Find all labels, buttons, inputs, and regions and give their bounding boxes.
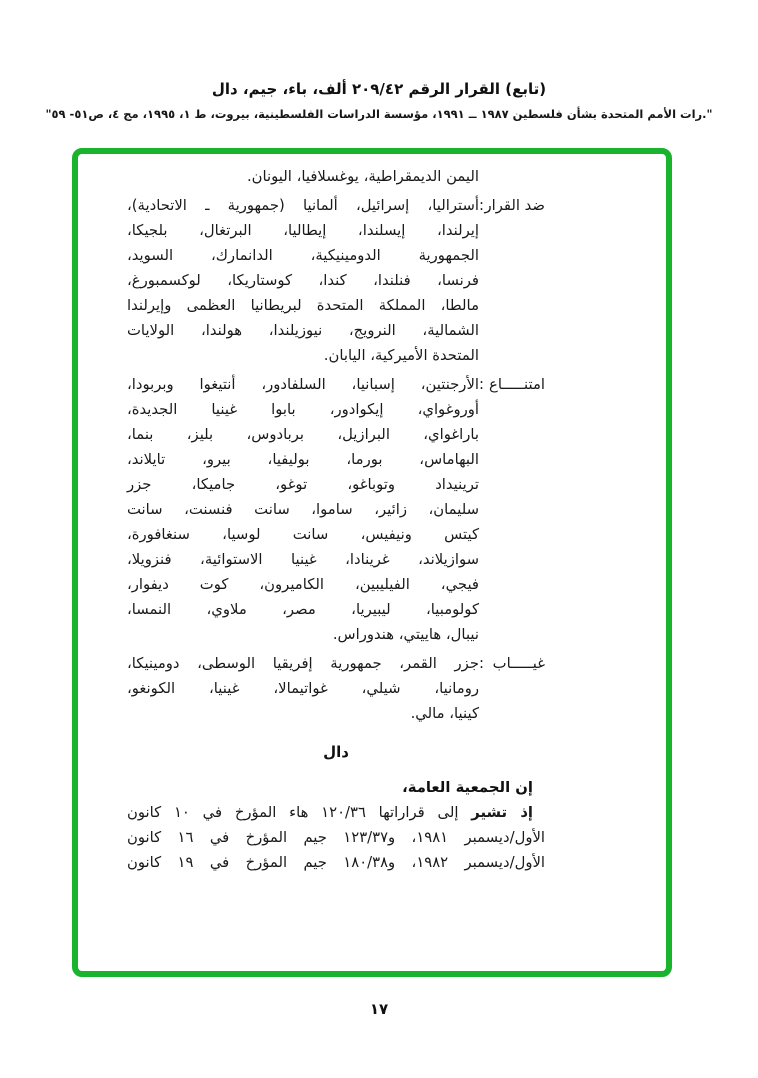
vote-entry-countries <box>127 651 479 726</box>
list-line: مالطا، المملكة المتحدة لبريطانيا العظمى وإيرلندا <box>127 297 479 314</box>
list-line: جزر القمر، جمهورية إفريقيا الوسطى، دومينيكا، <box>127 655 479 672</box>
list-line: سليمان، زائير، ساموا، سانت فنسنت، سانت <box>127 501 479 518</box>
list-line-last: نيبال، هاييتي، هندوراس. <box>332 626 479 643</box>
list-line: الأرجنتين، إسبانيا، السلفادور، أنتيغوا وبربودا، <box>127 376 479 393</box>
recalling-line: الأول/ديسمبر ١٩٨٢، و١٨٠/٣٨ جيم المؤرخ في ١٩ كانون <box>127 854 546 871</box>
list-line: أستراليا، إسرائيل، ألمانيا (جمهورية ـ الاتحادية)، <box>127 197 479 214</box>
vote-entry-countries <box>127 372 479 647</box>
vote-label-text: ضد القرار <box>484 197 545 214</box>
vote-label-text: غيـــــاب <box>492 655 545 672</box>
page-title: (تابع) القرار الرقم ٢٠٩/٤٢ ألف، باء، جيم، دال <box>211 80 547 98</box>
vote-list-continuation-line: اليمن الديمقراطية، يوغسلافيا، اليونان. <box>246 168 479 185</box>
vote-label-text: امتنـــــاع <box>489 376 545 393</box>
recalling-bold-phrase: إذ تشير <box>471 804 533 821</box>
vote-entry-countries <box>127 193 479 368</box>
vote-label-colon: : <box>479 197 484 214</box>
list-line: كولومبيا، ليبيريا، مصر، ملاوي، النمسا، <box>127 601 479 618</box>
resolution-text-block <box>127 164 545 875</box>
list-line: البهاماس، بورما، بوليفيا، بيرو، تايلاند، <box>127 451 479 468</box>
list-line-last: كينيا، مالي. <box>410 705 479 722</box>
list-line: رومانيا، شيلي، غواتيمالا، غينيا، الكونغو، <box>127 680 479 697</box>
vote-entry-label <box>479 193 545 218</box>
vote-entry-label <box>479 372 545 397</box>
list-line: فيجي، الفيليبين، الكاميرون، كوت ديفوار، <box>127 576 479 593</box>
vote-entry-absent <box>127 651 545 726</box>
list-line: كيتس ونيفيس، سانت لوسيا، سنغافورة، <box>127 526 479 543</box>
recalling-line-rest: إلى قراراتها ١٢٠/٣٦ هاء المؤرخ في ١٠ كانون <box>127 804 472 821</box>
vote-entry-abstain <box>127 372 545 647</box>
list-line: فرنسا، فنلندا، كندا، كوستاريكا، لوكسمبورغ، <box>127 272 479 289</box>
vote-entry-label <box>479 651 545 676</box>
section-heading-dal: دال <box>323 743 349 761</box>
vote-label-colon: : <box>479 376 484 393</box>
list-line: باراغواي، البرازيل، بربادوس، بليز، بنما، <box>127 426 479 443</box>
vote-label-colon: : <box>479 655 484 672</box>
recalling-line: الأول/ديسمبر ١٩٨١، و١٢٣/٣٧ جيم المؤرخ في ١٦ كانون <box>127 829 546 846</box>
recalling-line <box>127 800 545 825</box>
list-line-last: المتحدة الأميركية، اليابان. <box>323 347 479 364</box>
list-line: أوروغواي، إيكوادور، بابوا غينيا الجديدة، <box>127 401 479 418</box>
list-line: الشمالية، النرويج، نيوزيلندا، هولندا، الولايات <box>127 322 479 339</box>
list-line: إيرلندا، إيسلندا، إيطاليا، البرتغال، بلجيكا، <box>127 222 479 239</box>
list-line: سوازيلاند، غرينادا، غينيا الاستوائية، فنزويلا، <box>127 551 479 568</box>
recalling-paragraph <box>127 800 545 875</box>
page-number: ١٧ <box>369 1000 389 1018</box>
list-line: الجمهورية الدومينيكية، الدانمارك، السويد، <box>127 247 479 264</box>
vote-entry-against <box>127 193 545 368</box>
assembly-opening-line: إن الجمعية العامة، <box>402 779 533 796</box>
source-footnote: ".رات الأمم المتحدة بشأن فلسطين ١٩٨٧ ــ ١٩٩١، مؤسسة الدراسات الفلسطينية، بيروت، ط ١، ١٩٩٥، مج ٤، ص٥١- ٥٩" <box>45 107 713 121</box>
list-line: ترينيداد وتوباغو، توغو، جاميكا، جزر <box>127 476 479 493</box>
green-border-frame <box>72 148 672 977</box>
